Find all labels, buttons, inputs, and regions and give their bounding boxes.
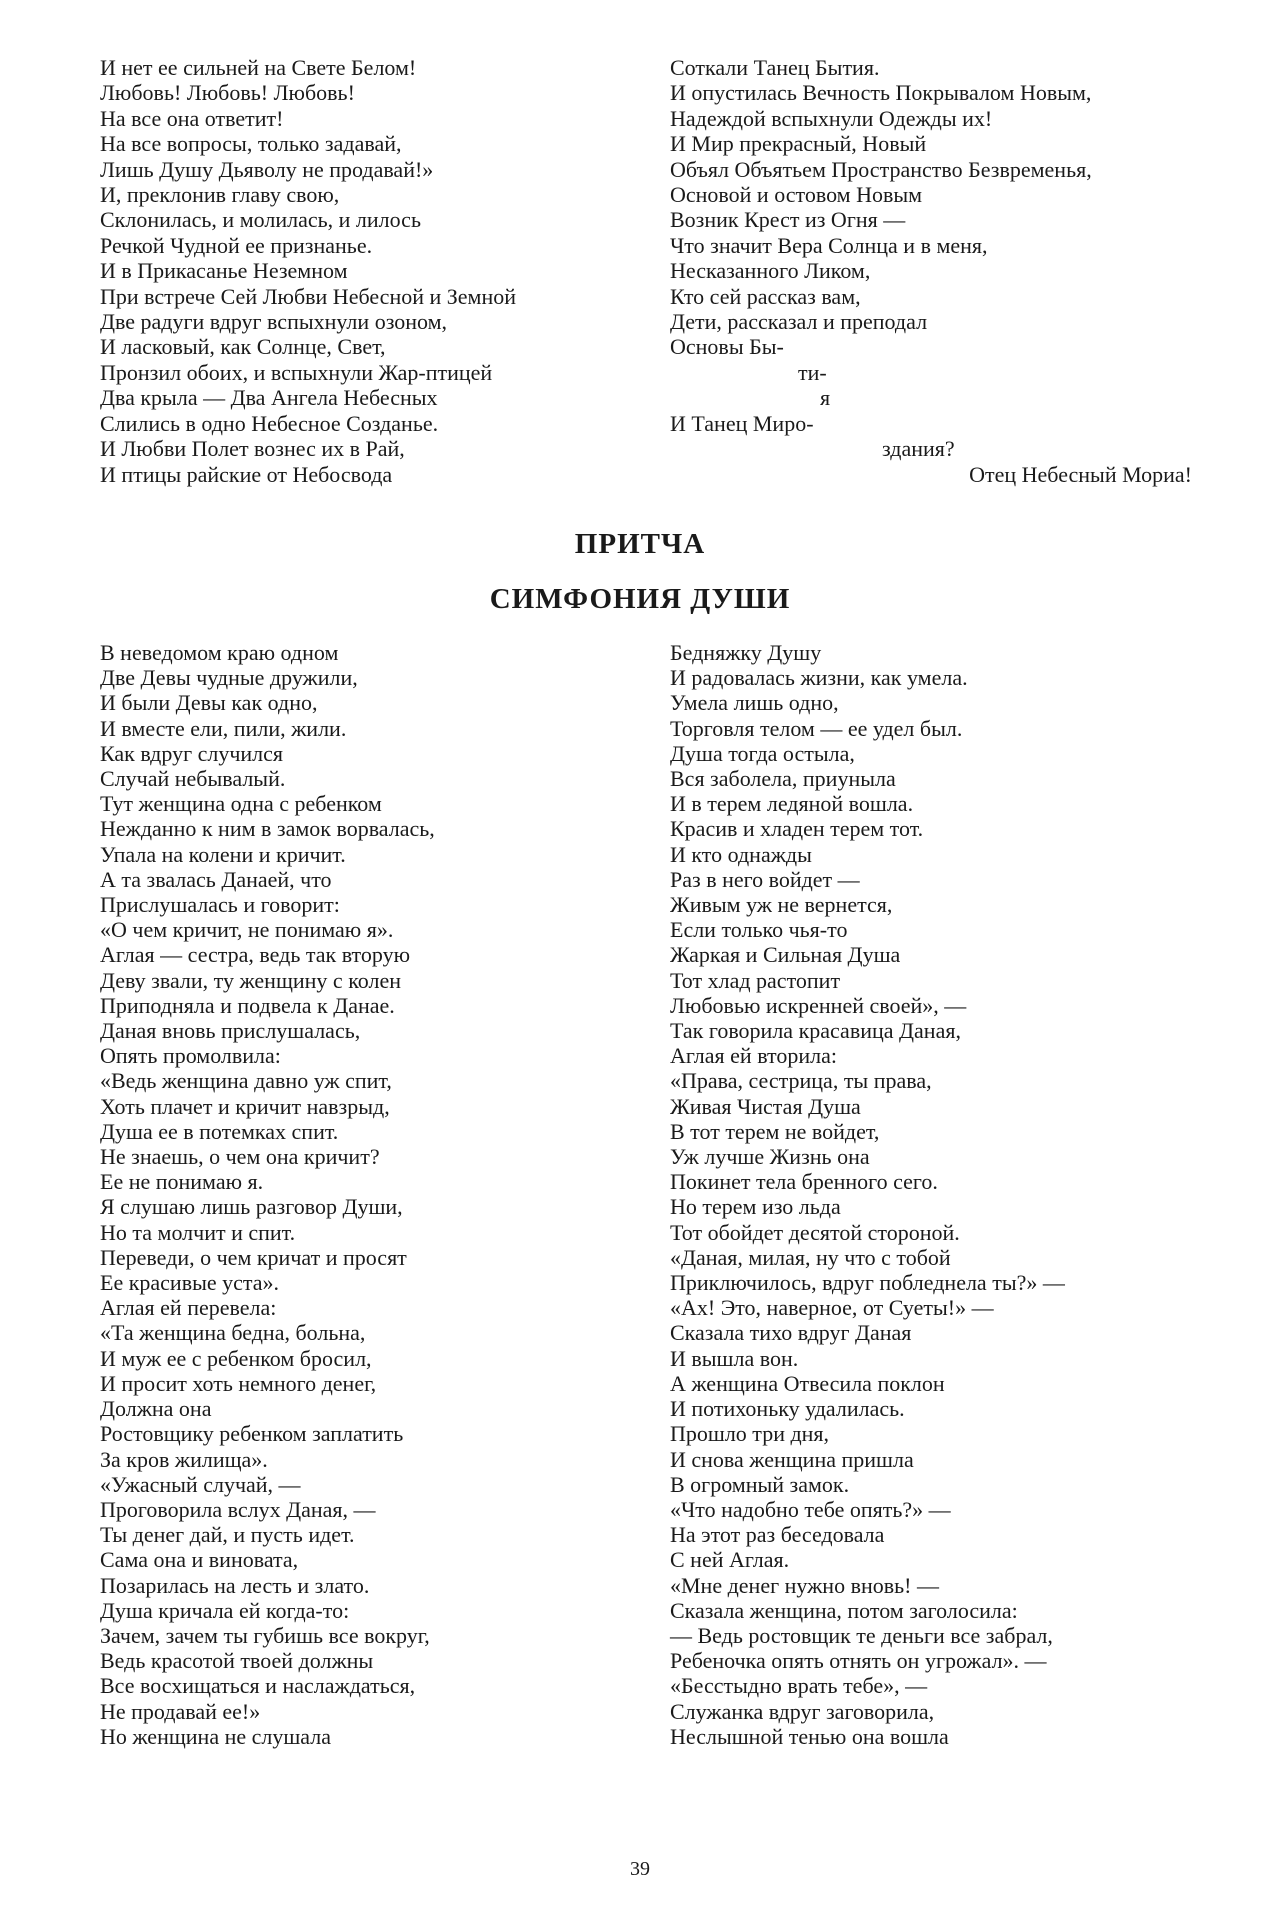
- verse-line: ти-: [798, 359, 827, 385]
- verse-line: Как вдруг случился: [100, 740, 284, 766]
- verse-line: «Мне денег нужно вновь! —: [670, 1572, 939, 1598]
- verse-line: «О чем кричит, не понимаю я».: [100, 917, 394, 943]
- verse-line: Душа тогда остыла,: [670, 740, 855, 766]
- verse-line: Опять промолвила:: [100, 1043, 281, 1069]
- verse-line: В тот терем не войдет,: [670, 1118, 880, 1144]
- verse-line: Все восхищаться и наслаждаться,: [100, 1673, 416, 1699]
- bottom-right-column: [670, 640, 1200, 1749]
- verse-line: Позарилась на лесть и злато.: [100, 1572, 370, 1598]
- verse-line: Ростовщику ребенком заплатить: [100, 1421, 404, 1447]
- bottom-poem-section: [100, 640, 1200, 1749]
- verse-line: Упала на колени и кричит.: [100, 841, 346, 867]
- verse-line: Ты денег дай, и пусть идет.: [100, 1522, 355, 1548]
- verse-line: Дети, рассказал и преподал: [670, 309, 928, 335]
- verse-line: И птицы райские от Небосвода: [100, 461, 393, 487]
- verse-line: И вместе ели, пили, жили.: [100, 715, 347, 741]
- verse-line: Уж лучше Жизнь она: [670, 1144, 870, 1170]
- verse-line: «Что надобно тебе опять?» —: [670, 1496, 951, 1522]
- verse-line: И снова женщина пришла: [670, 1446, 914, 1472]
- verse-line: И муж ее с ребенком бросил,: [100, 1345, 372, 1371]
- verse-line: Ребеночка опять отнять он угрожал». —: [670, 1648, 1047, 1674]
- verse-line: Вся заболела, приуныла: [670, 766, 896, 792]
- verse-line: Я слушаю лишь разговор Души,: [100, 1194, 403, 1220]
- verse-line: С ней Аглая.: [670, 1547, 790, 1573]
- verse-line: я: [820, 385, 831, 411]
- verse-line: Неслышной тенью она вошла: [670, 1723, 949, 1749]
- verse-line: «Даная, милая, ну что с тобой: [670, 1244, 951, 1270]
- verse-line: Прошло три дня,: [670, 1421, 830, 1447]
- verse-line: В неведомом краю одном: [100, 640, 339, 665]
- verse-line: Хоть плачет и кричит навзрыд,: [100, 1093, 390, 1119]
- verse-line: Но женщина не слушала: [100, 1723, 332, 1749]
- verse-line: Ее красивые уста».: [100, 1270, 280, 1296]
- verse-line: На этот раз беседовала: [670, 1522, 885, 1548]
- verse-line: Два крыла — Два Ангела Небесных: [100, 385, 438, 411]
- verse-line: Приподняла и подвела к Данае.: [100, 992, 395, 1018]
- verse-line: Даная вновь прислушалась,: [100, 1018, 361, 1044]
- verse-line: И в Прикасанье Неземном: [100, 258, 348, 284]
- verse-line: Тот обойдет десятой стороной.: [670, 1219, 960, 1245]
- verse-line: Зачем, зачем ты губишь все вокруг,: [100, 1622, 430, 1648]
- verse-line: И потихоньку удалилась.: [670, 1396, 905, 1422]
- verse-line: Кто сей рассказ вам,: [670, 283, 861, 309]
- verse-line: В огромный замок.: [670, 1471, 850, 1497]
- verse-line: Сказала женщина, потом заголосила:: [670, 1597, 1018, 1623]
- verse-line: здания?: [882, 436, 955, 462]
- poem-title: СИМФОНИЯ ДУШИ: [489, 583, 791, 615]
- verse-line: Ее не понимаю я.: [100, 1169, 264, 1195]
- verse-line: И ласковый, как Солнце, Свет,: [100, 334, 386, 360]
- verse-line: Если только чья-то: [670, 917, 848, 943]
- verse-line: «Ужасный случай, —: [100, 1471, 301, 1497]
- verse-line: Слились в одно Небесное Созданье.: [100, 410, 439, 436]
- verse-line: Должна она: [100, 1396, 212, 1422]
- verse-line: Любовью искренней своей», —: [670, 992, 967, 1018]
- verse-line: И кто однажды: [670, 841, 812, 867]
- verse-line: Жаркая и Сильная Душа: [670, 942, 901, 968]
- verse-line: А та звалась Данаей, что: [100, 866, 332, 892]
- top-poem-section: [100, 55, 1200, 487]
- verse-line: Аглая — сестра, ведь так вторую: [100, 942, 411, 968]
- verse-line: «Бесстыдно врать тебе», —: [670, 1673, 928, 1699]
- verse-line: И радовалась жизни, как умела.: [670, 665, 968, 691]
- verse-line: И нет ее сильней на Свете Белом!: [100, 55, 417, 80]
- verse-line: Торговля телом — ее удел был.: [670, 715, 963, 741]
- verse-line: Проговорила вслух Даная, —: [100, 1496, 376, 1522]
- verse-line: Возник Крест из Огня —: [670, 207, 906, 233]
- verse-line: Тот хлад растопит: [670, 967, 841, 993]
- verse-line: Что значит Вера Солнца и в меня,: [670, 232, 988, 258]
- verse-line: Живым уж не вернется,: [670, 892, 893, 918]
- verse-line: «Та женщина бедна, больна,: [100, 1320, 366, 1346]
- verse-line: И просит хоть немного денег,: [100, 1370, 377, 1396]
- verse-line: Прислушалась и говорит:: [100, 892, 340, 918]
- top-right-column: [670, 55, 1200, 487]
- verse-line: Две Девы чудные дружили,: [100, 665, 358, 691]
- verse-line: Сказала тихо вдруг Даная: [670, 1320, 912, 1346]
- verse-line: И Любви Полет вознес их в Рай,: [100, 436, 405, 462]
- verse-line: Бедняжку Душу: [670, 640, 822, 665]
- verse-line: Объял Объятьем Пространство Безвременья,: [670, 156, 1092, 182]
- verse-line: Лишь Душу Дьяволу не продавай!»: [100, 156, 434, 182]
- verse-line: Не знаешь, о чем она кричит?: [100, 1144, 380, 1170]
- verse-line: Переведи, о чем кричат и просят: [100, 1244, 407, 1270]
- verse-line: И Танец Миро-: [670, 410, 814, 436]
- verse-line: А женщина Отвесила поклон: [670, 1370, 945, 1396]
- verse-line: Душа кричала ей когда-то:: [100, 1597, 350, 1623]
- verse-line: Умела лишь одно,: [670, 690, 839, 716]
- bottom-left-column: [100, 640, 670, 1749]
- verse-line: Несказанного Ликом,: [670, 258, 871, 284]
- verse-line: Нежданно к ним в замок ворвалась,: [100, 816, 435, 842]
- verse-line: За кров жилища».: [100, 1446, 268, 1472]
- verse-line: Не продавай ее!»: [100, 1698, 261, 1724]
- verse-line: Приключилось, вдруг побледнела ты?» —: [670, 1270, 1065, 1296]
- verse-line: И вышла вон.: [670, 1345, 799, 1371]
- verse-line: Пронзил обоих, и вспыхнули Жар-птицей: [100, 359, 493, 385]
- verse-line: Но та молчит и спит.: [100, 1219, 296, 1245]
- verse-line: Служанка вдруг заговорила,: [670, 1698, 935, 1724]
- verse-line: И в терем ледяной вошла.: [670, 791, 914, 817]
- section-heading-parable: ПРИТЧА: [574, 528, 706, 560]
- top-left-column: [100, 55, 670, 487]
- verse-line: Ведь красотой твоей должны: [100, 1648, 374, 1674]
- verse-line: Деву звали, ту женщину с колен: [100, 967, 401, 993]
- verse-line: Основой и остовом Новым: [670, 182, 923, 208]
- verse-line: Отец Небесный Мориа!: [969, 461, 1192, 487]
- verse-line: «Права, сестрица, ты права,: [670, 1068, 932, 1094]
- verse-line: «Ах! Это, наверное, от Суеты!» —: [670, 1295, 994, 1321]
- verse-line: Красив и хладен терем тот.: [670, 816, 924, 842]
- verse-line: «Ведь женщина давно уж спит,: [100, 1068, 392, 1094]
- verse-line: Любовь! Любовь! Любовь!: [100, 80, 355, 106]
- verse-line: И были Девы как одно,: [100, 690, 318, 716]
- verse-line: Раз в него войдет —: [670, 866, 860, 892]
- verse-line: На все вопросы, только задавай,: [100, 131, 402, 157]
- verse-line: Надеждой вспыхнули Одежды их!: [670, 105, 993, 131]
- verse-line: Но терем изо льда: [670, 1194, 841, 1220]
- verse-line: И опустилась Вечность Покрывалом Новым,: [670, 80, 1092, 106]
- verse-line: — Ведь ростовщик те деньги все забрал,: [670, 1622, 1053, 1648]
- verse-line: Соткали Танец Бытия.: [670, 55, 880, 80]
- verse-line: Две радуги вдруг вспыхнули озоном,: [100, 309, 448, 335]
- verse-line: Живая Чистая Душа: [670, 1093, 861, 1119]
- verse-line: При встрече Сей Любви Небесной и Земной: [100, 283, 517, 309]
- verse-line: И Мир прекрасный, Новый: [670, 131, 927, 157]
- verse-line: Аглая ей перевела:: [100, 1295, 277, 1321]
- verse-line: Основы Бы-: [670, 334, 784, 360]
- verse-line: На все она ответит!: [100, 105, 284, 131]
- verse-line: Случай небывалый.: [100, 766, 286, 792]
- verse-line: Речкой Чудной ее признанье.: [100, 232, 373, 258]
- page-number: 39: [630, 1858, 650, 1880]
- verse-line: Аглая ей вторила:: [670, 1043, 837, 1069]
- verse-line: Тут женщина одна с ребенком: [100, 791, 382, 817]
- verse-line: Покинет тела бренного сего.: [670, 1169, 938, 1195]
- verse-line: И, преклонив главу свою,: [100, 182, 340, 208]
- verse-line: Душа ее в потемках спит.: [100, 1118, 339, 1144]
- verse-line: Так говорила красавица Даная,: [670, 1018, 961, 1044]
- verse-line: Сама она и виновата,: [100, 1547, 299, 1573]
- verse-line: Склонилась, и молилась, и лилось: [100, 207, 421, 233]
